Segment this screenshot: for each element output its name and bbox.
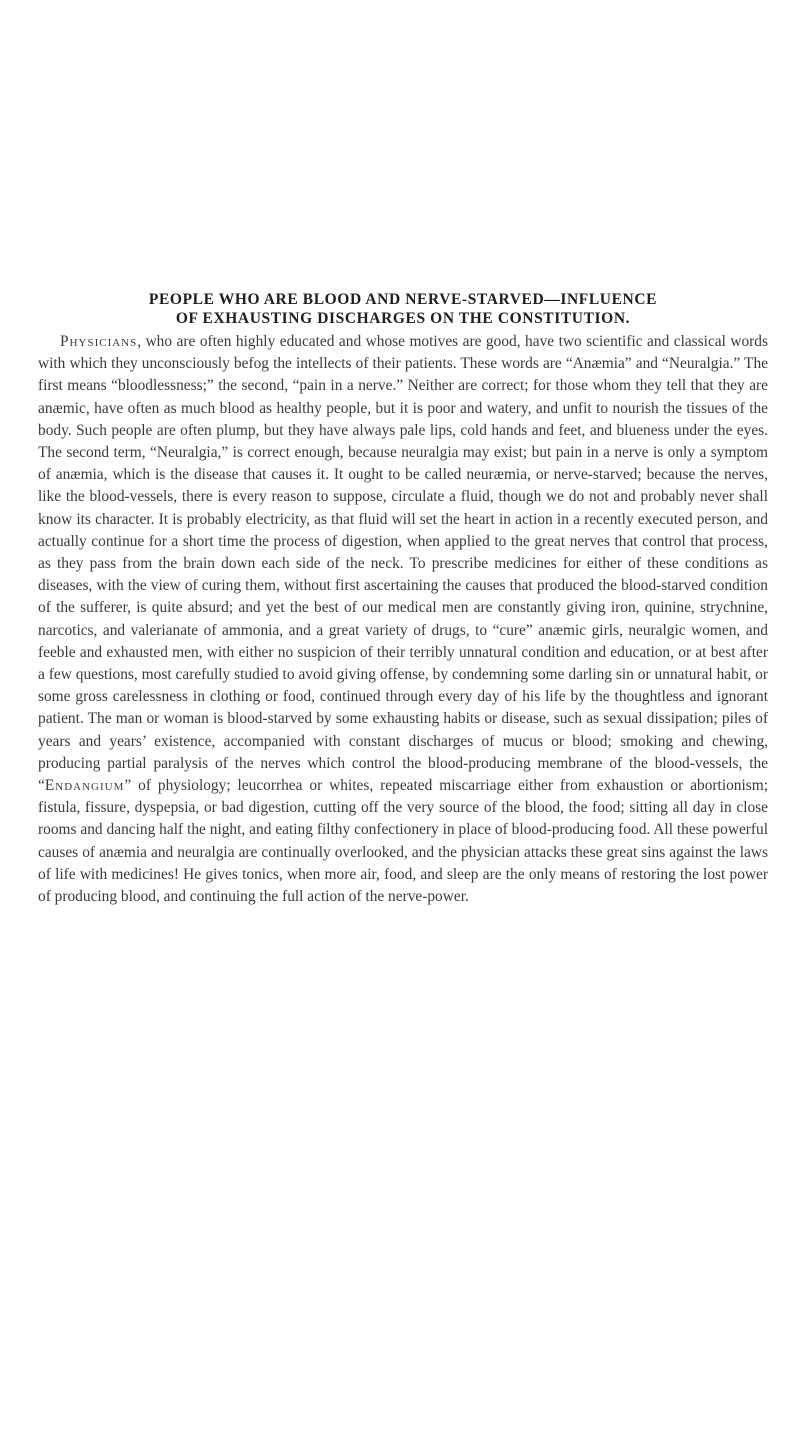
paragraph-text-part-2: ” of physiology; leucorrhea or whites, repeated miscarriage either from exhaustion or abortionism; fistula, fissure, dyspepsia, or bad digestion, cutting off the very source of the blood, the food; sitting all day in close rooms and dancing half the night, and eating filthy confectionery in place of blood-producing food. All these powerful causes of anæmia and neuralgia are continually overlooked, and the physician attacks these great sins against the laws of life with medicines! He gives tonics, when more air, food, and sleep are the only means of restoring the lost power of producing blood, and continuing the full action of the nerve-power. — [38, 777, 768, 906]
lead-word: Physicians — [60, 333, 138, 350]
body-paragraph — [38, 331, 768, 908]
endangium-term: Endangium — [44, 777, 125, 795]
heading-line-2: OF EXHAUSTING DISCHARGES ON THE CONSTITUTION. — [175, 310, 631, 327]
heading-line-1: PEOPLE WHO ARE BLOOD AND NERVE-STARVED—INFLUENCE — [148, 291, 658, 308]
paragraph-text-part-1: , who are often highly educated and whose motives are good, have two scientific and classical words with which they unconsciously befog the intellects of their patients. These words are “Anæmia” and “Neuralgia.” The first means “bloodlessness;” the second, “pain in a nerve.” Neither are correct; for those whom they tell that they are anæmic, have often as much blood as healthy people, but it is poor and watery, and unfit to nourish the tissues of the body. Such people are often plump, but they have always pale lips, cold hands and feet, and blueness under the eyes. The second term, “Neuralgia,” is correct enough, because neuralgia may exist; but pain in a nerve is only a symptom of anæmia, which is the disease that causes it. It ought to be called neuræmia, or nerve-starved; because the nerves, like the blood-vessels, there is every reason to suppose, circulate a fluid, though we do not and probably never shall know its character. It is probably electricity, as that fluid will set the heart in action in a recently executed person, and actually continue for a short time the process of digestion, when applied to the great nerves that control that process, as they pass from the brain down each side of the neck. To prescribe medicines for either of these conditions as diseases, with the view of curing them, without first ascertaining the causes that produced the blood-starved condition of the sufferer, is quite absurd; and yet the best of our medical men are constantly giving iron, quinine, strychnine, narcotics, and valerianate of ammonia, and a great variety of drugs, to “cure” anæmic girls, neuralgic women, and feeble and exhausted men, with either no suspicion of their terribly unnatural condition and education, or at best after a few questions, most carefully studied to avoid giving offense, by condemning some darling sin or unnatural habit, or some gross carelessness in clothing or food, continued through every day of his life by the thoughtless and ignorant patient. The man or woman is blood-starved by some exhausting habits or disease, such as sexual dissipation; piles of years and years’ existence, accompanied with constant discharges of mucus or blood; smoking and chewing, producing partial paralysis of the nerves which control the blood-producing membrane of the blood-vessels, the “ — [38, 333, 768, 795]
chapter-heading — [38, 290, 768, 328]
document-page — [38, 290, 768, 908]
